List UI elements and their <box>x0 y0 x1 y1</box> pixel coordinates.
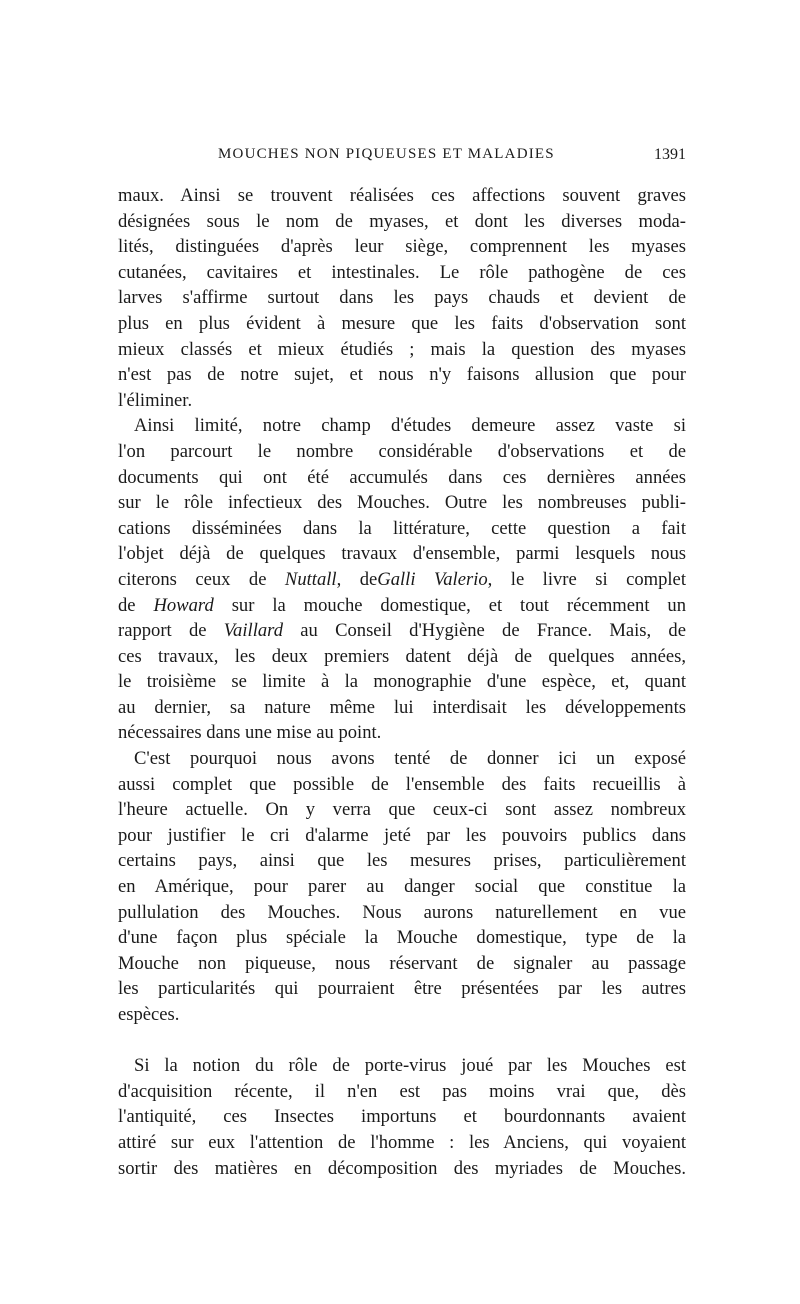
text-line: ces travaux, les deux premiers datent déjà de quelques années, <box>118 645 686 667</box>
text-line: sur le rôle infectieux des Mouches. Outre les nombreuses publi- <box>118 492 686 514</box>
text-line: aussi complet que possible de l'ensemble des faits recueillis à <box>118 773 686 795</box>
text-line: l'objet déjà de quelques travaux d'ensemble, parmi lesquels nous <box>118 543 686 565</box>
text-segment: rapport de <box>118 620 207 642</box>
text-line: cations disséminées dans la littérature, cette question a fait <box>118 517 686 539</box>
text-segment: citerons ceux de <box>118 568 267 590</box>
text-segment: sur la mouche domestique, et tout récemment un <box>231 594 686 616</box>
paragraph-3 <box>118 746 686 1028</box>
author-name: Galli Valerio <box>377 568 488 590</box>
text-line: l'on parcourt le nombre considérable d'observations et de <box>118 440 686 462</box>
text-line: larves s'affirme surtout dans les pays chauds et devient de <box>118 287 686 309</box>
text-line: C'est pourquoi nous avons tenté de donner ici un exposé <box>134 748 686 770</box>
author-name: Vaillard <box>223 620 283 642</box>
text-line: pullulation des Mouches. Nous aurons naturellement en vue <box>118 901 686 923</box>
paragraph-1 <box>118 183 686 413</box>
text-segment: de <box>118 594 136 616</box>
text-line: Si la notion du rôle de porte-virus joué par les Mouches est <box>134 1055 686 1077</box>
text-line-mixed <box>118 618 686 644</box>
text-line: pour justifier le cri d'alarme jeté par les pouvoirs publics dans <box>118 824 686 846</box>
text-line: l'éliminer. <box>118 389 193 411</box>
text-line: lités, distinguées d'après leur siège, comprennent les myases <box>118 236 686 258</box>
text-line: nécessaires dans une mise au point. <box>118 722 382 744</box>
text-line: désignées sous le nom de myases, et dont les diverses moda- <box>118 210 686 232</box>
text-line: espèces. <box>118 1004 180 1025</box>
text-segment: , de <box>336 568 378 590</box>
text-line: au dernier, sa nature même lui interdisait les développements <box>118 696 686 718</box>
paragraph-gap <box>118 1028 686 1054</box>
text-line: l'heure actuelle. On y verra que ceux-ci sont assez nombreux <box>118 799 686 821</box>
text-line: certains pays, ainsi que les mesures prises, particulièrement <box>118 850 686 872</box>
text-segment: , le livre si complet <box>487 568 686 590</box>
text-line: n'est pas de notre sujet, et nous n'y faisons allusion que pour <box>118 364 686 386</box>
text-line: les particularités qui pourraient être présentées par les autres <box>118 978 686 1000</box>
text-line: l'antiquité, ces Insectes importuns et bourdonnants avaient <box>118 1106 686 1128</box>
page-number: 1391 <box>654 146 686 163</box>
paragraph-2 <box>118 413 686 746</box>
text-line-mixed <box>118 567 686 593</box>
text-line: cutanées, cavitaires et intestinales. Le rôle pathogène de ces <box>118 261 686 283</box>
body-text <box>118 183 686 1181</box>
text-line: attiré sur eux l'attention de l'homme : les Anciens, qui voyaient <box>118 1131 686 1153</box>
text-line-mixed <box>118 593 686 619</box>
text-line: le troisième se limite à la monographie d'une espèce, et, quant <box>118 671 686 693</box>
text-line: d'acquisition récente, il n'en est pas moins vrai que, dès <box>118 1080 686 1102</box>
paragraph-4 <box>118 1053 686 1181</box>
text-line: sortir des matières en décomposition des myriades de Mouches. <box>118 1157 686 1179</box>
text-line: Ainsi limité, notre champ d'études demeure assez vaste si <box>134 415 686 437</box>
text-line: en Amérique, pour parer au danger social que constitue la <box>118 876 686 898</box>
text-line: documents qui ont été accumulés dans ces dernières années <box>118 466 686 488</box>
text-line: mieux classés et mieux étudiés ; mais la question des myases <box>118 338 686 360</box>
author-name: Howard <box>153 594 214 616</box>
text-line: Mouche non piqueuse, nous réservant de signaler au passage <box>118 952 686 974</box>
running-title: MOUCHES NON PIQUEUSES ET MALADIES <box>218 146 555 162</box>
text-line: maux. Ainsi se trouvent réalisées ces affections souvent graves <box>118 185 686 206</box>
author-name: Nuttall <box>284 568 337 590</box>
text-line: plus en plus évident à mesure que les faits d'observation sont <box>118 312 686 334</box>
text-line: d'une façon plus spéciale la Mouche domestique, type de la <box>118 927 686 949</box>
running-head <box>118 146 686 168</box>
text-segment: au Conseil d'Hygiène de France. Mais, de <box>300 620 686 642</box>
